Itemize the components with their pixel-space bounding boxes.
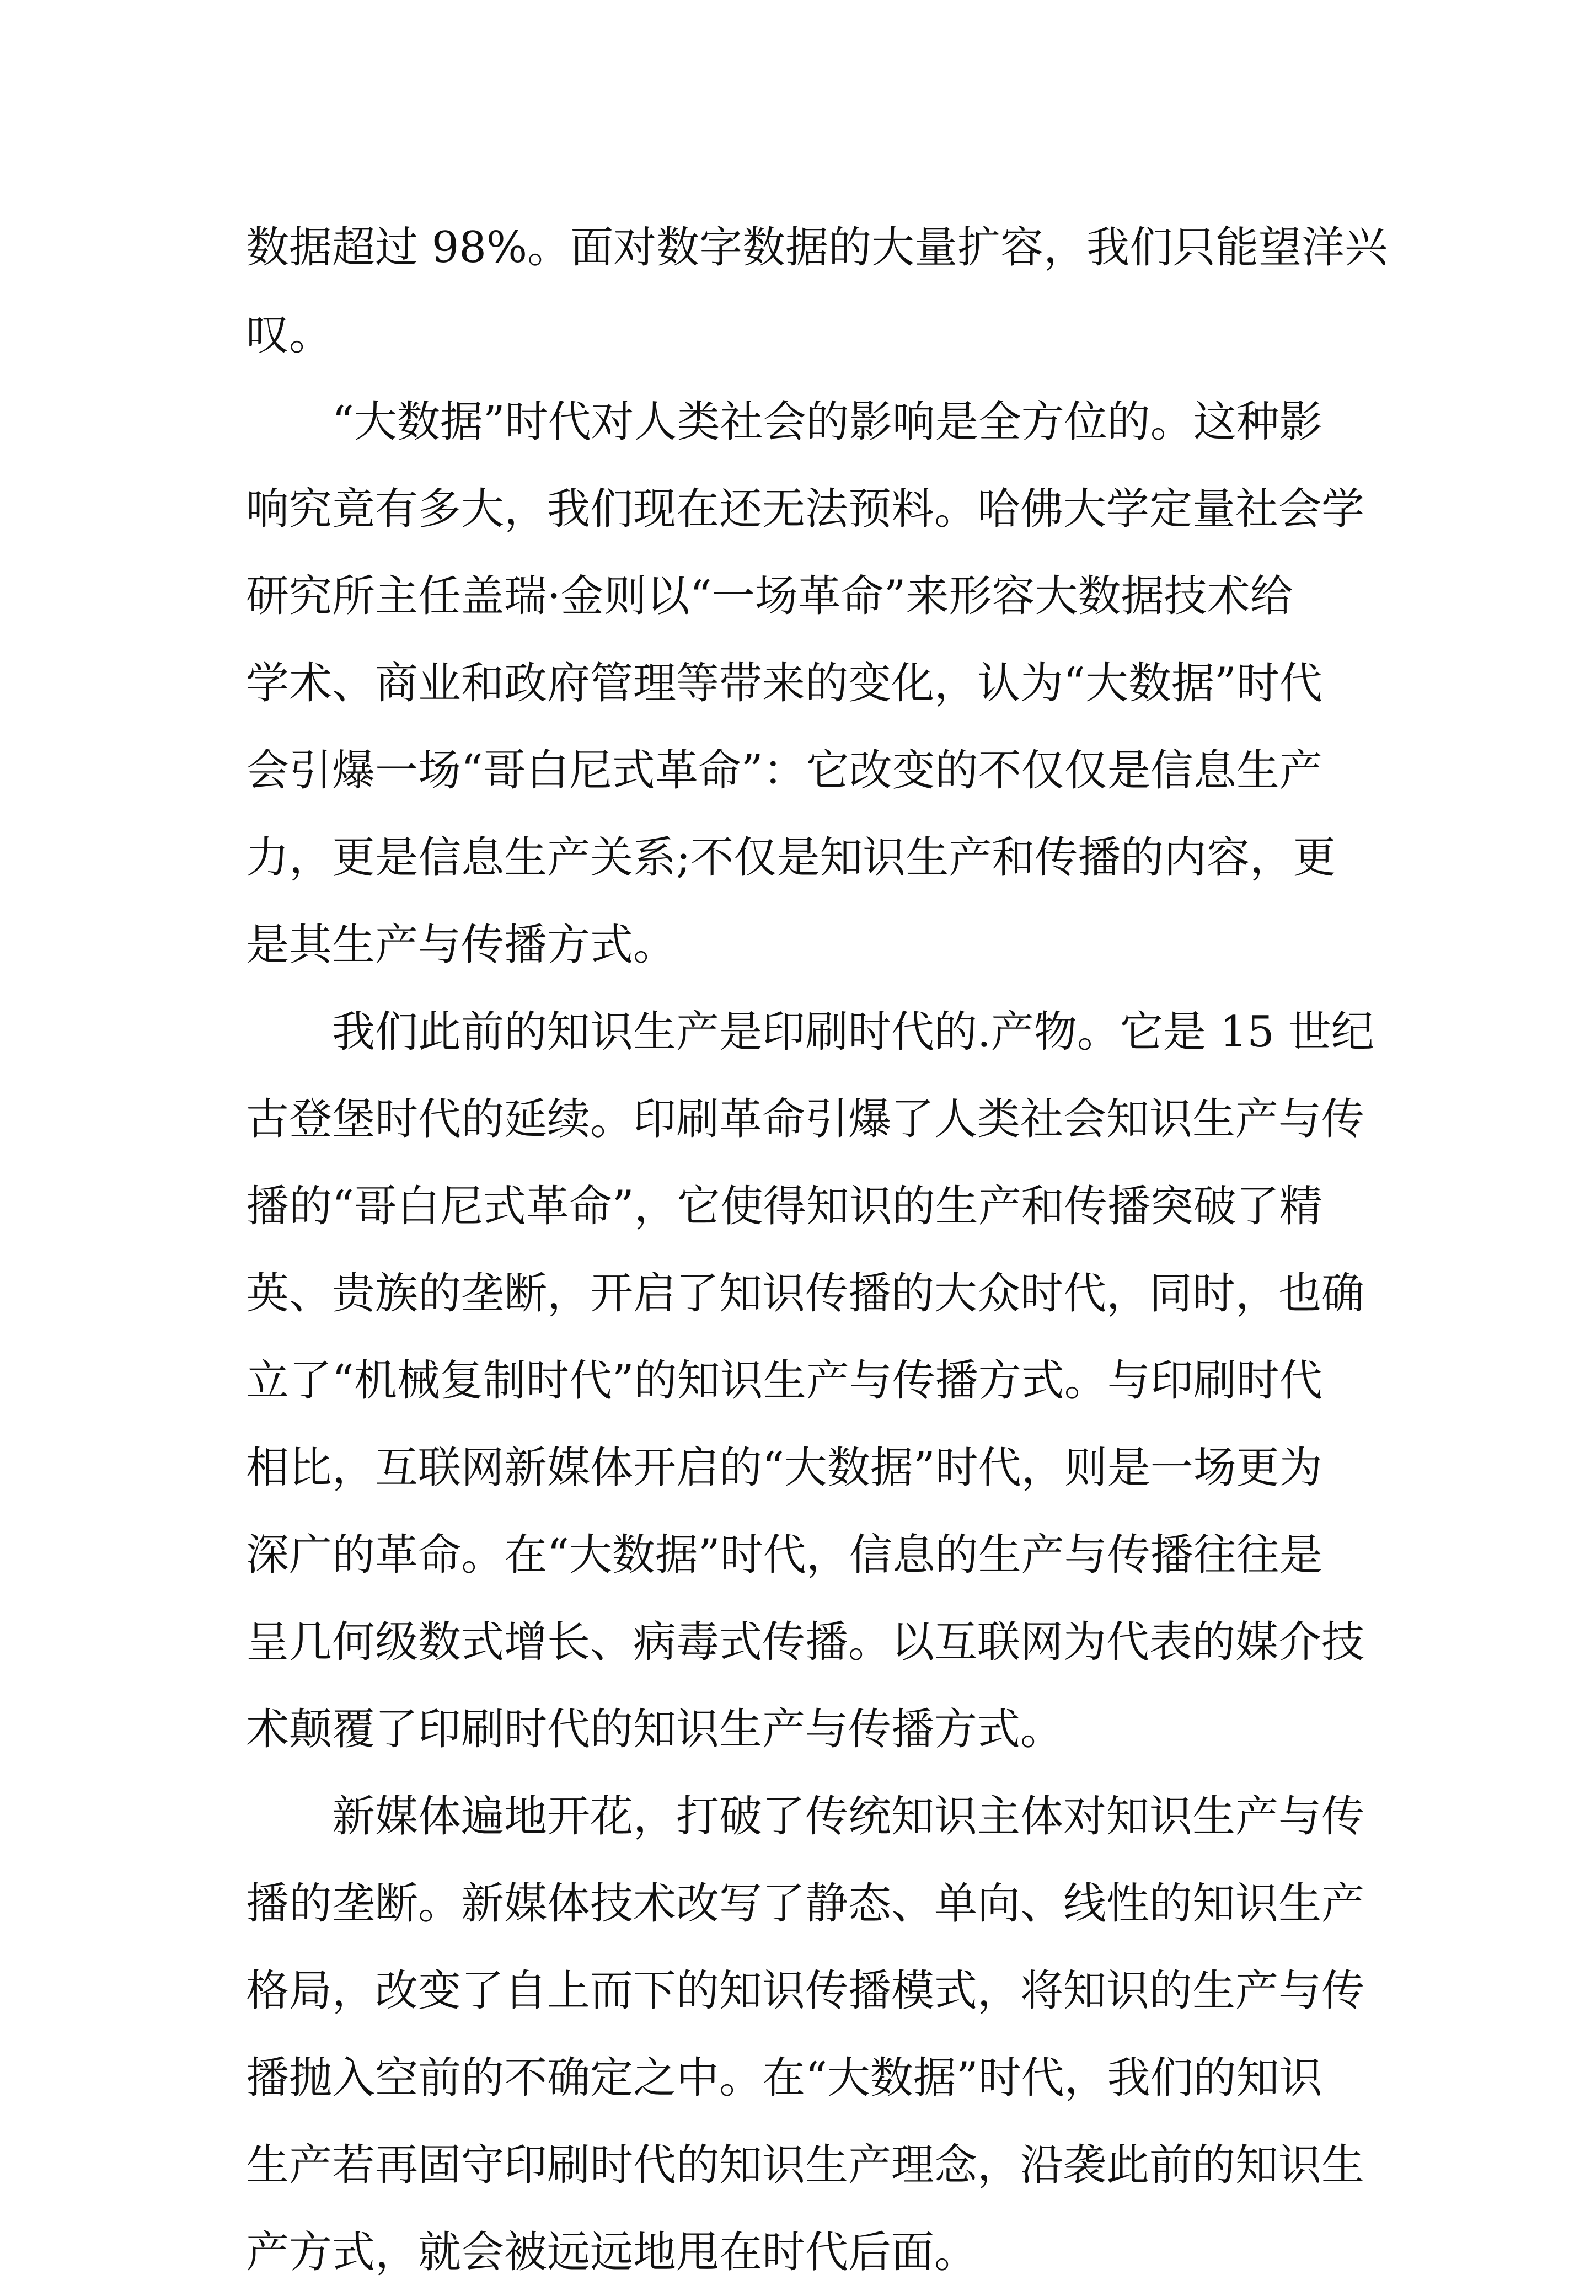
- text-line: “大数据”时代对人类社会的影响是全方位的。这种影: [332, 397, 1322, 447]
- text-line: 数据超过 98%。面对数字数据的大量扩容，我们只能望洋兴: [246, 223, 1388, 273]
- text-line: 叹。: [246, 310, 333, 360]
- text-line: 术颠覆了印刷时代的知识生产与传播方式。: [246, 1705, 1064, 1754]
- text-line: 深广的革命。在“大数据”时代，信息的生产与传播往往是: [246, 1530, 1322, 1580]
- text-line: 学术、商业和政府管理等带来的变化，认为“大数据”时代: [246, 659, 1322, 708]
- text-line: 是其生产与传播方式。: [246, 920, 677, 970]
- text-line: 我们此前的知识生产是印刷时代的.产物。它是 15 世纪: [332, 1007, 1374, 1057]
- text-line: 会引爆一场“哥白尼式革命”：它改变的不仅仅是信息生产: [246, 746, 1322, 795]
- body-text: [246, 204, 1388, 2296]
- text-line: 呈几何级数式增长、病毒式传播。以互联网为代表的媒介技: [246, 1617, 1365, 1667]
- text-line: 播的“哥白尼式革命”，它使得知识的生产和传播突破了精: [246, 1182, 1322, 1231]
- text-line: 生产若再固守印刷时代的知识生产理念，沿袭此前的知识生: [246, 2140, 1365, 2190]
- text-line: 格局，改变了自上而下的知识传播模式，将知识的生产与传: [246, 1966, 1365, 2016]
- text-line: 力，更是信息生产关系;不仅是知识生产和传播的内容，更: [246, 833, 1336, 883]
- text-line: 研究所主任盖瑞·金则以“一场革命”来形容大数据技术给: [246, 572, 1293, 621]
- text-line: 相比，互联网新媒体开启的“大数据”时代，则是一场更为: [246, 1443, 1322, 1493]
- text-line: 响究竟有多大，我们现在还无法预料。哈佛大学定量社会学: [246, 484, 1365, 534]
- text-line: 立了“机械复制时代”的知识生产与传播方式。与印刷时代: [246, 1356, 1322, 1406]
- text-line: 产方式，就会被远远地甩在时代后面。: [246, 2228, 978, 2277]
- text-line: 播的垄断。新媒体技术改写了静态、单向、线性的知识生产: [246, 1879, 1365, 1929]
- text-line: 英、贵族的垄断，开启了知识传播的大众时代，同时，也确: [246, 1269, 1365, 1318]
- text-line: 播抛入空前的不确定之中。在“大数据”时代，我们的知识: [246, 2053, 1322, 2103]
- text-line: 古登堡时代的延续。印刷革命引爆了人类社会知识生产与传: [246, 1094, 1365, 1144]
- text-line: 新媒体遍地开花，打破了传统知识主体对知识生产与传: [332, 1792, 1365, 1841]
